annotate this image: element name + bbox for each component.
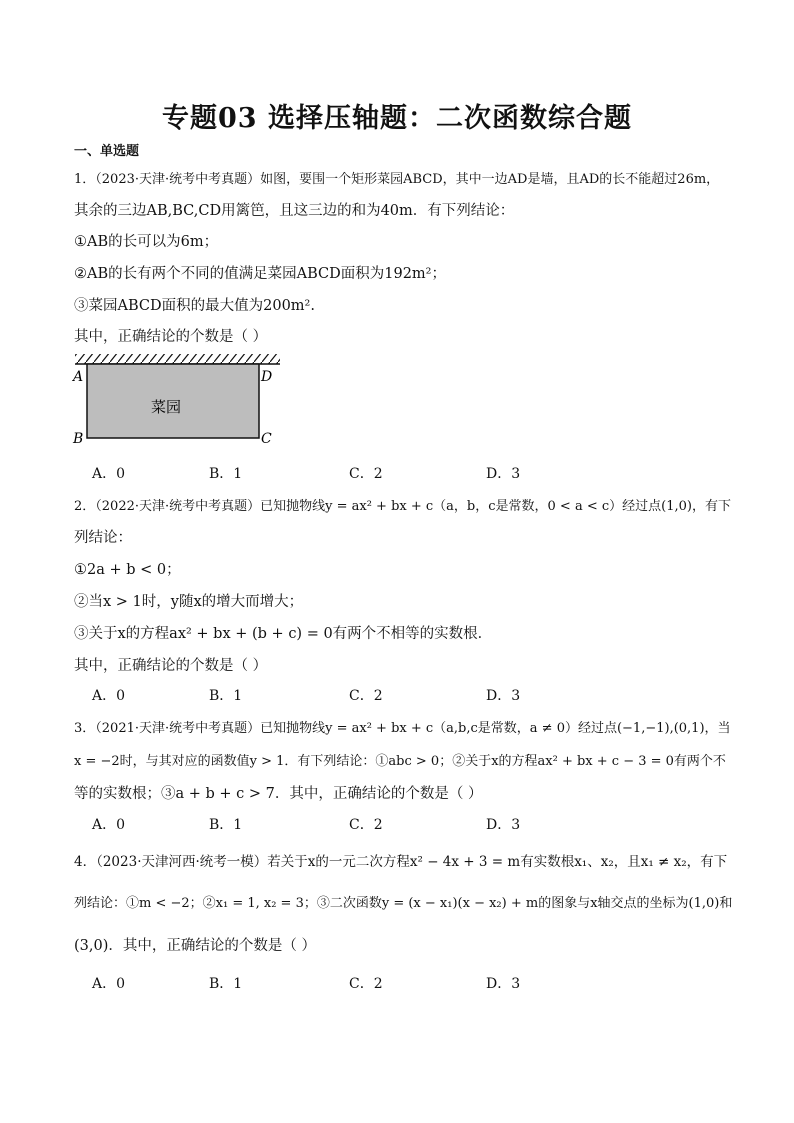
q2-line-6: 其中，正确结论的个数是（ ） bbox=[74, 658, 268, 674]
q4-option-d[interactable]: D．3 bbox=[486, 976, 521, 992]
q4-option-b[interactable]: B．1 bbox=[209, 976, 243, 992]
q2-option-a[interactable]: A．0 bbox=[92, 688, 126, 704]
q3-option-d[interactable]: D．3 bbox=[486, 817, 521, 833]
q1-line-3: ①AB的长可以为6m； bbox=[74, 234, 219, 250]
q4-line-3: (3,0)．其中，正确结论的个数是（ ） bbox=[74, 938, 316, 954]
q1-option-c[interactable]: C．2 bbox=[349, 466, 383, 482]
q2-line-1: 2．（2022·天津·统考中考真题）已知抛物线y = ax² + bx + c（a，b，c是常数，0 < a < c）经过点(1,0)，有下 bbox=[74, 499, 731, 514]
vertex-b-label: B bbox=[73, 431, 84, 447]
vertex-a-label: A bbox=[73, 369, 84, 385]
q3-option-c[interactable]: C．2 bbox=[349, 817, 383, 833]
q4-option-a[interactable]: A．0 bbox=[92, 976, 126, 992]
q2-line-4: ②当x > 1时，y随x的增大而增大； bbox=[74, 594, 304, 610]
q2-option-d[interactable]: D．3 bbox=[486, 688, 521, 704]
q2-line-3: ①2a + b < 0； bbox=[74, 562, 181, 578]
garden-label: 菜园 bbox=[150, 398, 182, 416]
q1-option-b[interactable]: B．1 bbox=[209, 466, 243, 482]
q1-option-d[interactable]: D．3 bbox=[486, 466, 521, 482]
q2-option-b[interactable]: B．1 bbox=[209, 688, 243, 704]
q1-line-2: 其余的三边AB,BC,CD用篱笆，且这三边的和为40m．有下列结论： bbox=[74, 203, 515, 219]
q1-option-a[interactable]: A．0 bbox=[92, 466, 126, 482]
q4-option-c[interactable]: C．2 bbox=[349, 976, 383, 992]
q2-option-c[interactable]: C．2 bbox=[349, 688, 383, 704]
vertex-c-label: C bbox=[261, 431, 272, 447]
vertex-d-label: D bbox=[261, 369, 273, 385]
q1-line-6: 其中，正确结论的个数是（ ） bbox=[74, 329, 268, 345]
q3-option-a[interactable]: A．0 bbox=[92, 817, 126, 833]
page-title: 专题03 选择压轴题：二次函数综合题 bbox=[162, 103, 632, 134]
q3-line-3: 等的实数根；③a + b + c > 7．其中，正确结论的个数是（ ） bbox=[74, 786, 483, 802]
q1-line-5: ③菜园ABCD面积的最大值为200m². bbox=[74, 298, 315, 314]
garden-figure bbox=[70, 352, 290, 452]
q2-line-2: 列结论： bbox=[74, 530, 132, 546]
q1-line-1: 1．（2023·天津·统考中考真题）如图，要围一个矩形菜园ABCD，其中一边AD是墙，且AD的长不能超过26m， bbox=[74, 172, 720, 187]
q4-line-1: 4．（2023·天津河西·统考一模）若关于x的一元二次方程x² − 4x + 3 = m有实数根x₁、x₂，且x₁ ≠ x₂，有下 bbox=[74, 854, 728, 870]
q3-line-2: x = −2时，与其对应的函数值y > 1．有下列结论：①abc > 0；②关于x的方程ax² + bx + c − 3 = 0有两个不 bbox=[74, 754, 726, 769]
q3-line-1: 3．（2021·天津·统考中考真题）已知抛物线y = ax² + bx + c（a,b,c是常数，a ≠ 0）经过点(−1,−1),(0,1)，当 bbox=[74, 721, 731, 736]
section-heading: 一、单选题 bbox=[74, 144, 140, 159]
q4-line-2: 列结论：①m < −2；②x₁ = 1, x₂ = 3；③二次函数y = (x − x₁)(x − x₂) + m的图象与x轴交点的坐标为(1,0)和 bbox=[74, 896, 733, 911]
q2-line-5: ③关于x的方程ax² + bx + (b + c) = 0有两个不相等的实数根． bbox=[74, 626, 493, 642]
wall-hatching bbox=[75, 354, 280, 364]
q1-line-4: ②AB的长有两个不同的值满足菜园ABCD面积为192m²； bbox=[74, 266, 446, 282]
q3-option-b[interactable]: B．1 bbox=[209, 817, 243, 833]
